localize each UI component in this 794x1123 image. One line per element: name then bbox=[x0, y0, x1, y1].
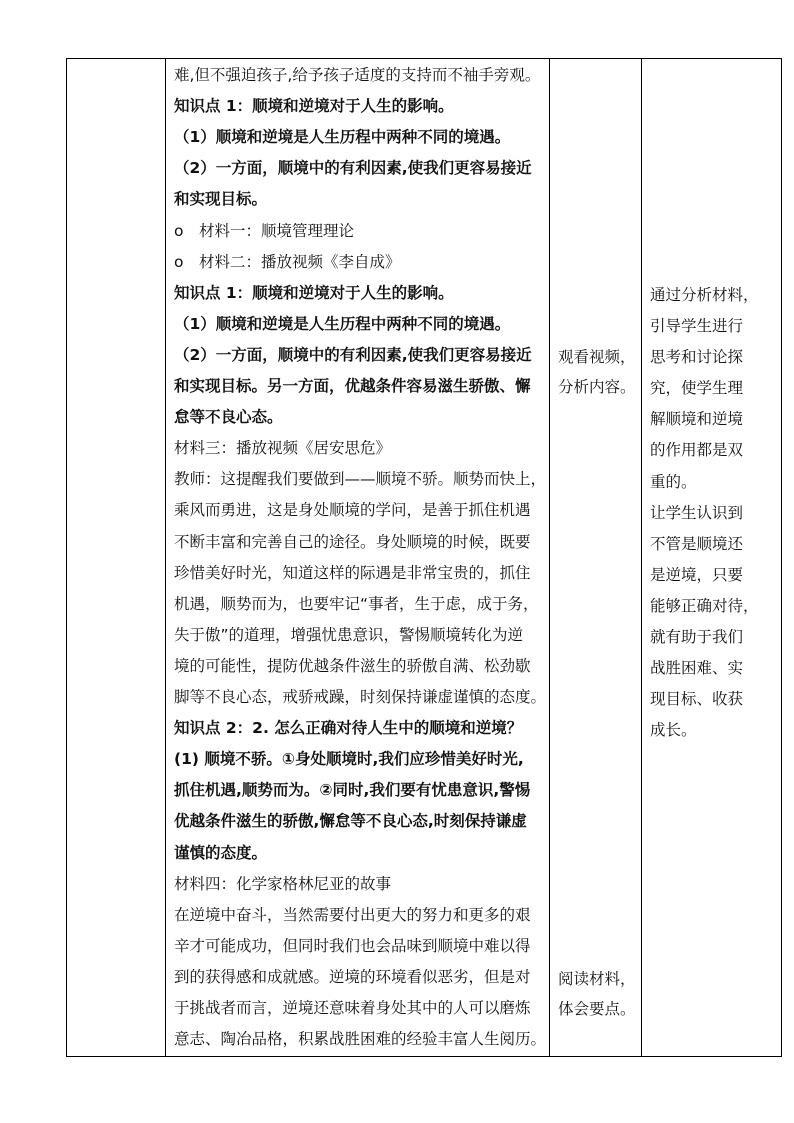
content-line: 脚等不良心态，戒骄戒躁，时刻保持谦虚谨慎的态度。 bbox=[174, 688, 547, 706]
design-intent-line: 思考和讨论探 bbox=[650, 348, 744, 367]
content-line: （2）一方面，顺境中的有利因素,使我们更容易接近 bbox=[174, 159, 532, 178]
content-line: 和实现目标。 bbox=[174, 190, 268, 209]
design-intent-line: 能够正确对待， bbox=[650, 596, 759, 615]
content-line: 抓住机遇,顺势而为。②同时,我们要有忧患意识,警惕 bbox=[174, 781, 531, 800]
content-line: 和实现目标。另一方面，优越条件容易滋生骄傲、懈 bbox=[174, 377, 531, 395]
content-line: 辛才可能成功，但同时我们也会品味到顺境中难以得 bbox=[174, 936, 531, 955]
content-line: 境的可能性，提防优越条件滋生的骄傲自满、松劲歇 bbox=[174, 656, 531, 675]
content-line: 不断丰富和完善自己的途径。身处顺境的时候，既要 bbox=[174, 532, 531, 551]
content-line: 知识点 2：2. 怎么正确对待人生中的顺境和逆境？ bbox=[174, 719, 523, 738]
content-line: 优越条件滋生的骄傲,懈怠等不良心态,时刻保持谦虚 bbox=[174, 812, 527, 831]
activity-line: 阅读材料， bbox=[558, 970, 636, 988]
content-line: 珍惜美好时光，知道这样的际遇是非常宝贵的，抓住 bbox=[174, 563, 531, 582]
content-line: 机遇，顺势而为，也要牢记“事者，生于虑，成于务， bbox=[174, 594, 539, 613]
content-line: 难,但不强迫孩子,给予孩子适度的支持而不袖手旁观。 bbox=[174, 66, 541, 84]
content-line: 知识点 1：顺境和逆境对于人生的影响。 bbox=[174, 97, 454, 116]
design-intent-line: 通过分析材料， bbox=[650, 286, 759, 304]
design-intent-line: 战胜困难、实 bbox=[650, 659, 744, 678]
design-intent-line: 引导学生进行 bbox=[650, 317, 744, 336]
content-line: 到的获得感和成就感。逆境的环境看似恶劣，但是对 bbox=[174, 967, 531, 986]
design-intent-line: 让学生认识到 bbox=[650, 503, 744, 522]
content-line: （1）顺境和逆境是人生历程中两种不同的境遇。 bbox=[174, 314, 511, 333]
content-line: (1) 顺境不骄。①身处顺境时,我们应珍惜美好时光, bbox=[174, 750, 524, 769]
content-line: 意志、陶冶品格，积累战胜困难的经验丰富人生阅历。 bbox=[174, 1030, 547, 1049]
content-line: 怠等不良心态。 bbox=[174, 408, 283, 427]
design-intent-line: 成长。 bbox=[650, 721, 697, 740]
design-intent-line: 究，使学生理 bbox=[650, 379, 744, 398]
content-line: 乘风而勇进，这是身处顺境的学问，是善于抓住机遇 bbox=[174, 501, 531, 520]
design-intent-line: 不管是顺境还 bbox=[650, 534, 744, 553]
design-intent-line: 重的。 bbox=[650, 472, 697, 491]
design-intent-line: 就有助于我们 bbox=[650, 628, 744, 647]
content-line: 失于傲”的道理，增强忧患意识，警惕顺境转化为逆 bbox=[174, 625, 524, 644]
design-intent-text bbox=[650, 280, 780, 746]
content-line: 材料三：播放视频《居安思危》 bbox=[174, 439, 392, 458]
design-intent-line: 解顺境和逆境 bbox=[650, 410, 744, 429]
design-intent-line: 的作用都是双 bbox=[650, 441, 744, 460]
design-intent-line: 现目标、收获 bbox=[650, 690, 744, 709]
content-line: 在逆境中奋斗，当然需要付出更大的努力和更多的艰 bbox=[174, 905, 531, 924]
content-line: （1）顺境和逆境是人生历程中两种不同的境遇。 bbox=[174, 128, 511, 147]
student-activity-column bbox=[550, 59, 641, 1056]
content-line: （2）一方面，顺境中的有利因素,使我们更容易接近 bbox=[174, 345, 532, 364]
content-line: 于挑战者而言，逆境还意味着身处其中的人可以磨炼 bbox=[174, 999, 531, 1017]
content-line: 教师：这提醒我们要做到——顺境不骄。顺势而快上， bbox=[174, 470, 547, 489]
lesson-table bbox=[66, 58, 782, 1057]
activity-line: 分析内容。 bbox=[558, 378, 636, 396]
design-intent-column bbox=[642, 59, 782, 1056]
content-line: 材料四：化学家格林尼亚的故事 bbox=[174, 874, 392, 893]
content-line: o 材料二：播放视频《李自成》 bbox=[174, 252, 401, 271]
content-line: 谨慎的态度。 bbox=[174, 843, 268, 862]
empty-first-column bbox=[67, 59, 165, 1056]
content-line: 知识点 1：顺境和逆境对于人生的影响。 bbox=[174, 283, 454, 302]
content-line: o 材料一：顺境管理理论 bbox=[174, 221, 354, 240]
design-intent-line: 是逆境，只要 bbox=[650, 565, 744, 584]
activity-line: 观看视频， bbox=[558, 348, 636, 366]
teaching-content-column bbox=[166, 59, 549, 1056]
activity-line: 体会要点。 bbox=[558, 1000, 636, 1018]
